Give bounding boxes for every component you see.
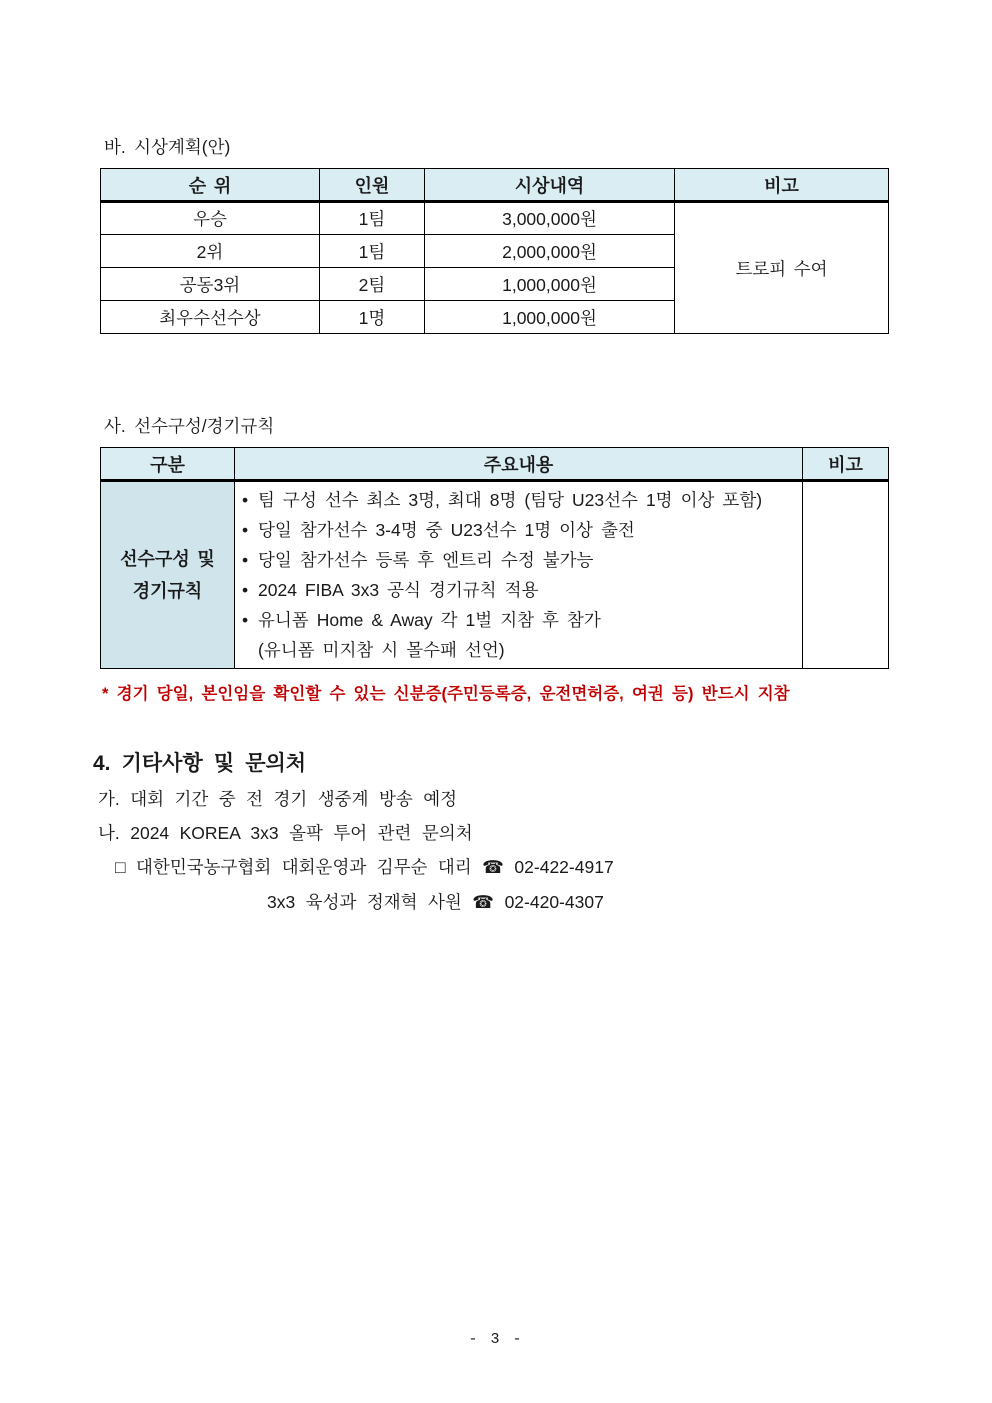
award-count-cell: 2팀 — [320, 268, 425, 301]
list-item — [242, 485, 800, 515]
award-rank-cell: 공동3위 — [101, 268, 320, 301]
bullet-icon: • — [242, 520, 249, 540]
bullet-icon: • — [242, 610, 249, 630]
contact-line-kim: □ 대한민국농구협회 대회운영과 김무순 대리 ☎ 02-422-4917 — [115, 857, 614, 877]
misc-item-broadcast: 가. 대회 기간 중 전 경기 생중계 방송 예정 — [98, 789, 458, 809]
award-rank-cell: 우승 — [101, 202, 320, 235]
award-count-cell: 1명 — [320, 301, 425, 334]
award-col-rank: 순 위 — [101, 169, 320, 202]
rule-text: 유니폼 Home & Away 각 1벌 지참 후 참가 — [258, 610, 601, 630]
contact-line-jung: 3x3 육성과 정재혁 사원 ☎ 02-420-4307 — [267, 892, 604, 912]
award-section-heading: 바. 시상계획(안) — [104, 137, 231, 157]
id-warning-note: * 경기 당일, 본인임을 확인할 수 있는 신분증(주민등록증, 운전면허증, 여권 등) 반드시 지참 — [102, 685, 790, 703]
bullet-icon: • — [242, 490, 249, 510]
rule-text: 2024 FIBA 3x3 공식 경기규칙 적용 — [258, 580, 539, 600]
award-table-header-row — [101, 169, 889, 202]
award-amount-cell: 1,000,000원 — [425, 268, 675, 301]
rule-text: 팀 구성 선수 최소 3명, 최대 8명 (팀당 U23선수 1명 이상 포함) — [258, 490, 763, 510]
award-amount-cell: 3,000,000원 — [425, 202, 675, 235]
award-rank-cell: 2위 — [101, 235, 320, 268]
rules-category-line1: 선수구성 및 — [120, 548, 215, 569]
rules-category-cell — [101, 481, 235, 669]
rules-category-line2: 경기규칙 — [132, 581, 203, 601]
rule-text: 당일 참가선수 3-4명 중 U23선수 1명 이상 출전 — [258, 520, 635, 540]
rules-content-cell — [235, 481, 803, 669]
misc-section-heading: 4. 기타사항 및 문의처 — [93, 752, 307, 775]
list-item — [242, 575, 800, 605]
rules-section-heading: 사. 선수구성/경기규칙 — [104, 416, 275, 436]
page-number: - 3 - — [468, 1331, 524, 1348]
list-item — [242, 545, 800, 575]
award-col-note: 비고 — [675, 169, 889, 202]
award-amount-cell: 1,000,000원 — [425, 301, 675, 334]
rules-table-header-row — [101, 448, 889, 481]
list-item — [242, 605, 800, 635]
rules-col-note: 비고 — [803, 448, 889, 481]
award-merged-note-cell: 트로피 수여 — [675, 202, 889, 334]
rules-note-cell — [803, 481, 889, 669]
misc-item-contact-intro: 나. 2024 KOREA 3x3 올팍 투어 관련 문의처 — [98, 823, 473, 843]
award-rank-cell: 최우수선수상 — [101, 301, 320, 334]
table-row — [101, 481, 889, 669]
table-row — [101, 202, 889, 235]
bullet-icon: • — [242, 550, 249, 570]
bullet-icon: • — [242, 580, 249, 600]
award-col-detail: 시상내역 — [425, 169, 675, 202]
rules-col-content: 주요내용 — [235, 448, 803, 481]
award-amount-cell: 2,000,000원 — [425, 235, 675, 268]
rules-table — [100, 447, 889, 669]
award-col-count: 인원 — [320, 169, 425, 202]
rules-col-category: 구분 — [101, 448, 235, 481]
award-count-cell: 1팀 — [320, 202, 425, 235]
rule-text: (유니폼 미지참 시 몰수패 선언) — [258, 640, 505, 660]
list-item — [242, 515, 800, 545]
award-table — [100, 168, 889, 334]
award-count-cell: 1팀 — [320, 235, 425, 268]
rule-text: 당일 참가선수 등록 후 엔트리 수정 불가능 — [258, 550, 594, 570]
list-item-continuation — [242, 635, 800, 665]
